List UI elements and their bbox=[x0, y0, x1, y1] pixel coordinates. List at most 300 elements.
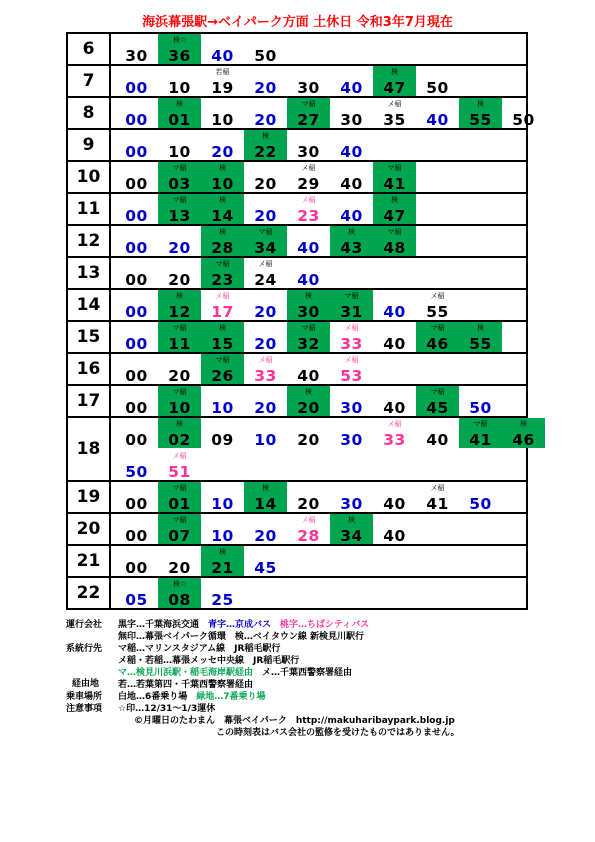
departure bbox=[287, 514, 330, 544]
departure-minute: 50 bbox=[512, 111, 535, 129]
departure bbox=[244, 162, 287, 192]
hour-row-7 bbox=[67, 65, 527, 97]
departure-minute: 40 bbox=[426, 111, 449, 129]
departure bbox=[330, 322, 373, 352]
departure bbox=[158, 162, 201, 192]
departure bbox=[287, 66, 330, 96]
departure-minute: 00 bbox=[125, 79, 148, 97]
departure bbox=[244, 514, 287, 544]
route-note: 検 bbox=[219, 164, 226, 172]
hour-label: 16 bbox=[67, 353, 110, 385]
departure-minute: 00 bbox=[125, 111, 148, 129]
route-note: 検☆ bbox=[172, 36, 187, 44]
route-note: メ稲 bbox=[301, 516, 316, 524]
departure-minute: 47 bbox=[383, 79, 406, 97]
departure bbox=[158, 578, 201, 608]
minutes-cell bbox=[110, 225, 527, 257]
minutes-cell bbox=[110, 481, 527, 513]
departure bbox=[115, 290, 158, 320]
departure-minute: 20 bbox=[297, 495, 320, 513]
departure bbox=[158, 354, 201, 384]
departure-minute: 29 bbox=[297, 175, 320, 193]
departure-minute: 10 bbox=[211, 111, 234, 129]
departure-minute: 30 bbox=[340, 399, 363, 417]
departure-minute: 50 bbox=[469, 495, 492, 513]
departure-minute: 24 bbox=[254, 271, 277, 289]
hour-row-16 bbox=[67, 353, 527, 385]
hour-label: 12 bbox=[67, 225, 110, 257]
hour-label: 11 bbox=[67, 193, 110, 225]
route-note: マ稲 bbox=[258, 228, 273, 236]
departure bbox=[158, 386, 201, 416]
departure bbox=[330, 386, 373, 416]
route-note: マ稲 bbox=[430, 388, 445, 396]
departure-minute: 20 bbox=[254, 399, 277, 417]
departure bbox=[330, 66, 373, 96]
departure-minute: 30 bbox=[340, 431, 363, 449]
departure bbox=[115, 162, 158, 192]
departure-minute: 20 bbox=[254, 175, 277, 193]
departure-minute: 00 bbox=[125, 207, 148, 225]
departure-minute: 00 bbox=[125, 239, 148, 257]
departure-minute: 17 bbox=[211, 303, 234, 321]
departure-minute: 30 bbox=[340, 111, 363, 129]
departure-minute: 40 bbox=[383, 527, 406, 545]
route-note: マ稲 bbox=[215, 260, 230, 268]
departure-minute: 40 bbox=[340, 143, 363, 161]
departure bbox=[373, 66, 416, 96]
departure-minute: 33 bbox=[383, 431, 406, 449]
departure bbox=[115, 194, 158, 224]
departure bbox=[373, 162, 416, 192]
departure bbox=[158, 546, 201, 576]
departure-minute: 30 bbox=[297, 303, 320, 321]
departure-minute: 20 bbox=[254, 111, 277, 129]
departure bbox=[330, 194, 373, 224]
route-note: 検 bbox=[305, 292, 312, 300]
route-note: マ稲 bbox=[172, 484, 187, 492]
departure-minute: 12 bbox=[168, 303, 191, 321]
route-note: 検 bbox=[176, 420, 183, 428]
departure-minute: 27 bbox=[297, 111, 320, 129]
departure-minute: 40 bbox=[297, 367, 320, 385]
departure bbox=[330, 98, 373, 128]
route-note: 検 bbox=[348, 228, 355, 236]
operator-2: 青字…京成バス bbox=[208, 620, 281, 630]
stop-green: 緑地…7番乗り場 bbox=[196, 692, 266, 702]
departure bbox=[115, 578, 158, 608]
departure bbox=[158, 290, 201, 320]
route-note: 若稲 bbox=[215, 68, 230, 76]
route-note: 検 bbox=[520, 420, 527, 428]
minutes-cell bbox=[110, 545, 527, 577]
route-note: メ稲 bbox=[215, 292, 230, 300]
departure-minute: 40 bbox=[383, 495, 406, 513]
route-note: マ稲 bbox=[172, 164, 187, 172]
route-note: マ稲 bbox=[172, 324, 187, 332]
departure-minute: 53 bbox=[340, 367, 363, 385]
departure bbox=[158, 258, 201, 288]
departure bbox=[287, 130, 330, 160]
departure bbox=[373, 226, 416, 256]
legend-stop bbox=[118, 692, 266, 704]
departure bbox=[330, 354, 373, 384]
departure-minute: 20 bbox=[297, 399, 320, 417]
route-note: 検 bbox=[477, 324, 484, 332]
departure bbox=[244, 546, 287, 576]
departure bbox=[201, 418, 244, 448]
departure bbox=[201, 66, 244, 96]
route-note: マ稲 bbox=[344, 292, 359, 300]
departure-minute: 34 bbox=[254, 239, 277, 257]
departure-minute: 03 bbox=[168, 175, 191, 193]
hour-row-6 bbox=[67, 33, 527, 65]
departure bbox=[244, 66, 287, 96]
departure-minute: 05 bbox=[125, 591, 148, 609]
hour-label: 10 bbox=[67, 161, 110, 193]
departure bbox=[158, 226, 201, 256]
departure-minute: 55 bbox=[469, 111, 492, 129]
legend-operator-label: 運行会社 bbox=[66, 620, 103, 630]
departure-minute: 00 bbox=[125, 271, 148, 289]
route-note: メ稲 bbox=[301, 196, 316, 204]
departure-minute: 40 bbox=[340, 79, 363, 97]
departure-minute: 30 bbox=[297, 143, 320, 161]
departure-minute: 00 bbox=[125, 175, 148, 193]
departure-minute: 41 bbox=[383, 175, 406, 193]
hour-row-18 bbox=[67, 417, 527, 481]
departure bbox=[158, 34, 201, 64]
departure bbox=[115, 482, 158, 512]
route-note: メ稲 bbox=[430, 292, 445, 300]
departure bbox=[158, 418, 201, 448]
route-note: メ稲 bbox=[301, 164, 316, 172]
departure-minute: 28 bbox=[211, 239, 234, 257]
departure bbox=[244, 354, 287, 384]
departure bbox=[373, 482, 416, 512]
hour-label: 19 bbox=[67, 481, 110, 513]
departure-minute: 01 bbox=[168, 495, 191, 513]
departure-minute: 20 bbox=[254, 79, 277, 97]
legend-credit: ©月曜日のたわまん 幕張ベイパーク http://makuharibaypark.blog.jp bbox=[134, 716, 455, 726]
departure bbox=[201, 258, 244, 288]
departure-minute: 10 bbox=[168, 143, 191, 161]
legend-dest-1: 無印…幕張ベイパーク循環 検…ベイタウン線 新検見川駅行 bbox=[118, 632, 364, 642]
departure bbox=[244, 130, 287, 160]
route-note: メ稲 bbox=[430, 484, 445, 492]
departure bbox=[244, 482, 287, 512]
departure bbox=[459, 418, 502, 448]
route-note: 検 bbox=[219, 228, 226, 236]
departure bbox=[115, 386, 158, 416]
departure bbox=[201, 514, 244, 544]
hour-row-14 bbox=[67, 289, 527, 321]
departure-minute: 10 bbox=[211, 527, 234, 545]
departure-minute: 46 bbox=[426, 335, 449, 353]
departure-minute: 30 bbox=[125, 47, 148, 65]
departure-minute: 31 bbox=[340, 303, 363, 321]
departure-minute: 30 bbox=[297, 79, 320, 97]
hour-label: 18 bbox=[67, 417, 110, 481]
departure-minute: 40 bbox=[340, 175, 363, 193]
departure bbox=[287, 98, 330, 128]
hour-row-10 bbox=[67, 161, 527, 193]
minutes-cell bbox=[110, 385, 527, 417]
departure bbox=[115, 226, 158, 256]
departure-minute: 40 bbox=[297, 271, 320, 289]
departure bbox=[115, 322, 158, 352]
departure bbox=[459, 386, 502, 416]
route-note: 検 bbox=[176, 292, 183, 300]
departure bbox=[330, 226, 373, 256]
departure bbox=[330, 514, 373, 544]
departure bbox=[287, 322, 330, 352]
departure-minute: 33 bbox=[340, 335, 363, 353]
departure-minute: 36 bbox=[168, 47, 191, 65]
departure-minute: 10 bbox=[211, 495, 234, 513]
departure-minute: 01 bbox=[168, 111, 191, 129]
route-note: メ稲 bbox=[172, 452, 187, 460]
route-note: マ稲 bbox=[172, 516, 187, 524]
departure-minute: 19 bbox=[211, 79, 234, 97]
departure bbox=[201, 322, 244, 352]
route-note: マ稲 bbox=[387, 164, 402, 172]
departure bbox=[416, 290, 459, 320]
departure bbox=[201, 194, 244, 224]
departure-minute: 13 bbox=[168, 207, 191, 225]
route-note: 検 bbox=[219, 548, 226, 556]
page-title: 海浜幕張駅→ベイパーク方面 土休日 令和3年7月現在 bbox=[142, 15, 453, 30]
departure bbox=[373, 514, 416, 544]
departure-minute: 40 bbox=[383, 303, 406, 321]
minutes-cell bbox=[110, 129, 527, 161]
departure-minute: 20 bbox=[297, 431, 320, 449]
departure-minute: 08 bbox=[168, 591, 191, 609]
route-note: 検 bbox=[262, 132, 269, 140]
departure-minute: 20 bbox=[168, 271, 191, 289]
departure bbox=[330, 482, 373, 512]
departure-minute: 25 bbox=[211, 591, 234, 609]
departure bbox=[115, 130, 158, 160]
hour-label: 20 bbox=[67, 513, 110, 545]
departure-minute: 00 bbox=[125, 399, 148, 417]
hour-row-13 bbox=[67, 257, 527, 289]
departure-minute: 10 bbox=[168, 79, 191, 97]
via-ma: マ…検見川浜駅・稲毛海岸駅経由 bbox=[118, 668, 254, 678]
departure bbox=[115, 546, 158, 576]
departure-minute: 40 bbox=[297, 239, 320, 257]
hour-row-20 bbox=[67, 513, 527, 545]
operator-1: 黒字…千葉海浜交通 bbox=[118, 620, 209, 630]
departure bbox=[244, 418, 287, 448]
legend-via-label: 経由地 bbox=[72, 679, 100, 689]
departure-minute: 50 bbox=[469, 399, 492, 417]
hour-label: 22 bbox=[67, 577, 110, 609]
route-note: メ稲 bbox=[344, 356, 359, 364]
departure bbox=[115, 66, 158, 96]
route-note: メ稲 bbox=[387, 100, 402, 108]
route-note: 検 bbox=[219, 196, 226, 204]
route-note: 検 bbox=[219, 324, 226, 332]
departure bbox=[115, 418, 158, 448]
hour-row-22 bbox=[67, 577, 527, 609]
departure bbox=[201, 290, 244, 320]
departure bbox=[287, 418, 330, 448]
departure-minute: 35 bbox=[383, 111, 406, 129]
departure bbox=[244, 322, 287, 352]
departure bbox=[459, 98, 502, 128]
legend-dest-3: メ稲・若稲…幕張メッセ中央線 JR稲毛駅行 bbox=[118, 656, 300, 666]
departure bbox=[158, 130, 201, 160]
departure-minute: 34 bbox=[340, 527, 363, 545]
departure bbox=[330, 162, 373, 192]
legend-note-label: 注意事項 bbox=[66, 704, 103, 714]
departure bbox=[244, 194, 287, 224]
minutes-cell bbox=[110, 193, 527, 225]
hour-label: 15 bbox=[67, 321, 110, 353]
departure bbox=[244, 386, 287, 416]
legend-note: ☆印…12/31～1/3運休 bbox=[118, 704, 216, 714]
route-note: メ稲 bbox=[258, 356, 273, 364]
departure-minute: 00 bbox=[125, 431, 148, 449]
route-note: 検 bbox=[176, 100, 183, 108]
departure-minute: 20 bbox=[254, 335, 277, 353]
departure bbox=[373, 194, 416, 224]
minutes-cell bbox=[110, 513, 527, 545]
minutes-cell bbox=[110, 161, 527, 193]
route-note: 検 bbox=[305, 388, 312, 396]
departure-minute: 20 bbox=[254, 207, 277, 225]
departure-minute: 10 bbox=[254, 431, 277, 449]
departure-minute: 20 bbox=[254, 303, 277, 321]
departure bbox=[115, 354, 158, 384]
departure-minute: 20 bbox=[254, 527, 277, 545]
route-note: メ稲 bbox=[387, 420, 402, 428]
departure-minute: 40 bbox=[383, 335, 406, 353]
departure bbox=[201, 98, 244, 128]
departure-minute: 20 bbox=[168, 239, 191, 257]
departure bbox=[115, 34, 158, 64]
departure bbox=[373, 290, 416, 320]
route-note: マ稲 bbox=[301, 100, 316, 108]
departure bbox=[158, 450, 201, 480]
departure bbox=[502, 98, 545, 128]
departure bbox=[201, 578, 244, 608]
departure bbox=[416, 482, 459, 512]
departure-minute: 00 bbox=[125, 559, 148, 577]
route-note: 検 bbox=[348, 516, 355, 524]
departure bbox=[201, 386, 244, 416]
departure-minute: 46 bbox=[512, 431, 535, 449]
legend-operator bbox=[118, 620, 369, 632]
departure-minute: 11 bbox=[168, 335, 191, 353]
via-me: メ…千葉西警察署経由 bbox=[253, 668, 353, 678]
timetable bbox=[66, 32, 535, 610]
departure-minute: 40 bbox=[211, 47, 234, 65]
route-note: マ稲 bbox=[301, 324, 316, 332]
departure-minute: 32 bbox=[297, 335, 320, 353]
hour-row-11 bbox=[67, 193, 527, 225]
departure-minute: 22 bbox=[254, 143, 277, 161]
departure-minute: 23 bbox=[211, 271, 234, 289]
hour-label: 6 bbox=[67, 33, 110, 65]
departure bbox=[287, 194, 330, 224]
departure bbox=[244, 34, 287, 64]
departure bbox=[115, 258, 158, 288]
departure-minute: 55 bbox=[426, 303, 449, 321]
departure-minute: 10 bbox=[168, 399, 191, 417]
departure bbox=[201, 546, 244, 576]
departure-minute: 21 bbox=[211, 559, 234, 577]
departure bbox=[330, 130, 373, 160]
departure-minute: 00 bbox=[125, 527, 148, 545]
departure bbox=[330, 418, 373, 448]
departure bbox=[416, 386, 459, 416]
minutes-cell bbox=[110, 417, 535, 481]
hour-label: 7 bbox=[67, 65, 110, 97]
route-note: 検 bbox=[391, 68, 398, 76]
departure bbox=[201, 130, 244, 160]
departure-minute: 07 bbox=[168, 527, 191, 545]
departure-minute: 00 bbox=[125, 143, 148, 161]
route-note: マ稲 bbox=[473, 420, 488, 428]
departure-minute: 33 bbox=[254, 367, 277, 385]
departure bbox=[158, 194, 201, 224]
minutes-cell bbox=[110, 577, 527, 609]
hour-row-21 bbox=[67, 545, 527, 577]
departure-minute: 50 bbox=[125, 463, 148, 481]
departure-minute: 55 bbox=[469, 335, 492, 353]
hour-label: 17 bbox=[67, 385, 110, 417]
departure-minute: 20 bbox=[168, 367, 191, 385]
departure bbox=[416, 66, 459, 96]
departure bbox=[287, 386, 330, 416]
departure-minute: 28 bbox=[297, 527, 320, 545]
hour-label: 21 bbox=[67, 545, 110, 577]
departure-minute: 45 bbox=[426, 399, 449, 417]
departure bbox=[416, 322, 459, 352]
departure-minute: 41 bbox=[469, 431, 492, 449]
route-note: マ稲 bbox=[387, 228, 402, 236]
minutes-cell bbox=[110, 33, 527, 65]
departure bbox=[373, 418, 416, 448]
hour-row-12 bbox=[67, 225, 527, 257]
legend-via-1 bbox=[118, 668, 352, 680]
departure bbox=[287, 290, 330, 320]
departure-minute: 30 bbox=[340, 495, 363, 513]
departure-minute: 40 bbox=[426, 431, 449, 449]
route-note: マ稲 bbox=[430, 324, 445, 332]
minutes-cell bbox=[110, 321, 527, 353]
stop-white: 白地…6番乗り場 bbox=[118, 692, 197, 702]
hour-row-19 bbox=[67, 481, 527, 513]
hour-label: 14 bbox=[67, 289, 110, 321]
departure-minute: 00 bbox=[125, 303, 148, 321]
departure bbox=[158, 482, 201, 512]
departure-minute: 48 bbox=[383, 239, 406, 257]
departure-minute: 51 bbox=[168, 463, 191, 481]
route-note: 検 bbox=[262, 484, 269, 492]
departure bbox=[244, 290, 287, 320]
departure bbox=[201, 226, 244, 256]
route-note: マ稲 bbox=[172, 196, 187, 204]
departure-minute: 09 bbox=[211, 431, 234, 449]
hour-row-17 bbox=[67, 385, 527, 417]
hour-row-9 bbox=[67, 129, 527, 161]
departure-minute: 20 bbox=[211, 143, 234, 161]
departure-minute: 00 bbox=[125, 335, 148, 353]
departure-minute: 10 bbox=[211, 175, 234, 193]
